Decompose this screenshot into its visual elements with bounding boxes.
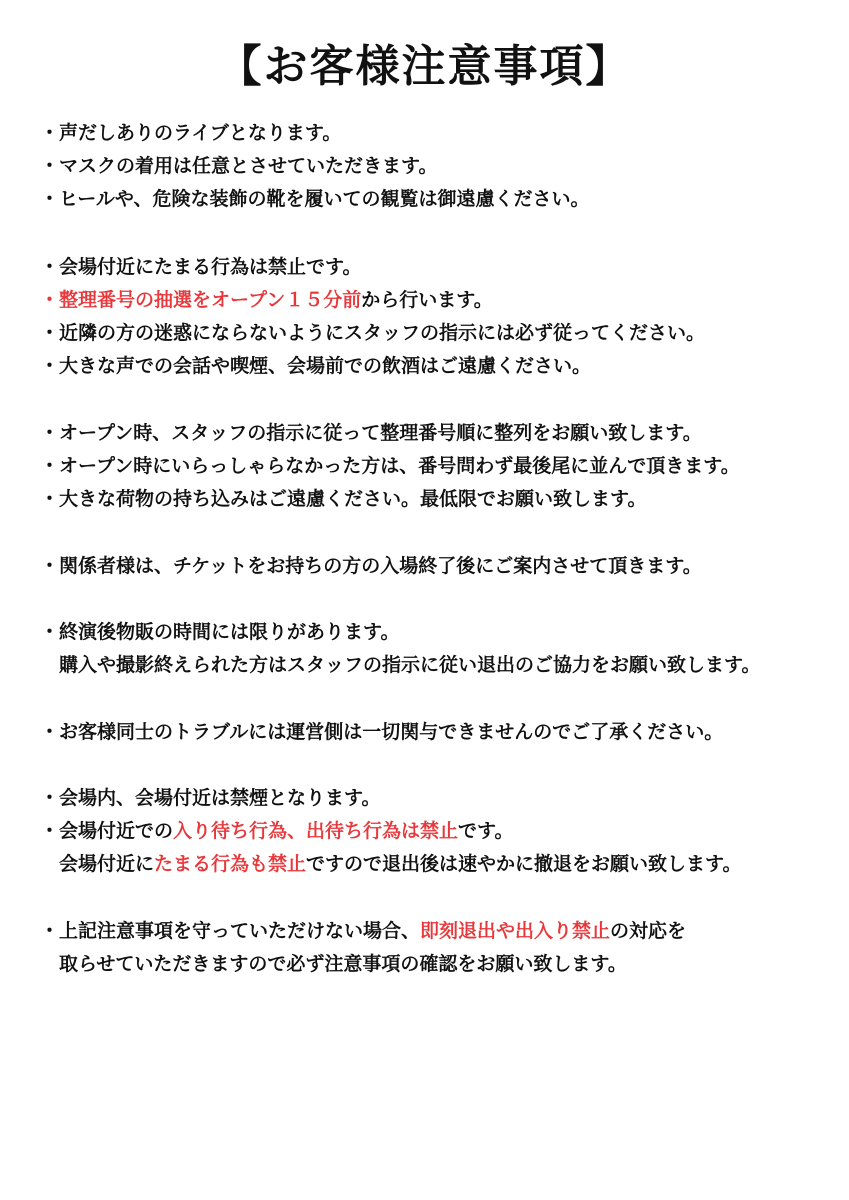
notice-line [40,454,740,478]
notice-line [40,786,380,810]
notice-text: ・終演後物販の時間には限りがあります。 [40,621,400,643]
notice-line [40,952,627,976]
notice-line [40,121,341,145]
notice-line [40,154,437,178]
notice-text: ・関係者様は、チケットをお持ちの方の入場終了後にご案内させて頂きます。 [40,555,702,577]
notice-text: 会場付近に [40,853,155,875]
notice-text: 購入や撮影終えられた方はスタッフの指示に従い退出のご協力をお願い致します。 [40,654,761,676]
notice-line [40,354,591,378]
notice-highlight: 入り待ち行為、出待ち行為は禁止 [173,820,459,842]
notice-text: の対応を [610,920,687,942]
notice-text: ・近隣の方の迷惑にならないようにスタッフの指示には必ず従ってください。 [40,322,706,344]
notice-text: ・マスクの着用は任意とさせていただきます。 [40,155,438,177]
notice-line [40,421,702,445]
notice-text: ・オープン時にいらっしゃらなかった方は、番号問わず最後尾に並んで頂きます。 [40,455,740,477]
notice-highlight: たまる行為も禁止 [154,853,307,875]
notice-line [40,919,686,943]
page-title: 【お客様注意事項】 [217,41,632,92]
notice-text: ・会場付近での [40,820,174,842]
notice-line [40,620,399,644]
notice-text: ・ヒールや、危険な装飾の靴を履いての観覧は御遠慮ください。 [40,188,590,210]
notice-line [40,819,514,843]
notice-line [40,255,361,279]
notice-line [40,487,646,511]
notice-highlight: 即刻退出や出入り禁止 [420,920,611,942]
notice-line [40,653,760,677]
notice-text: 取らせていただきますので必ず注意事項の確認をお願い致します。 [40,953,627,975]
notice-line [40,720,723,744]
notice-text: ですので退出後は速やかに撤退をお願い致します。 [306,853,742,875]
notice-highlight: ・整理番号の抽選をオープン１５分前 [40,289,362,311]
notice-text: から行います。 [361,289,493,311]
notice-line [40,321,705,345]
notice-text: ・会場内、会場付近は禁煙となります。 [40,787,381,809]
notice-text: ・大きな声での会話や喫煙、会場前での飲酒はご遠慮ください。 [40,355,592,377]
notice-text: ・会場付近にたまる行為は禁止です。 [40,256,362,278]
notice-text: です。 [458,820,514,842]
notice-line [40,852,742,876]
notice-line [40,187,589,211]
notice-line [40,288,493,312]
notice-line [40,554,702,578]
notice-text: ・声だしありのライブとなります。 [40,122,342,144]
notice-text: ・オープン時、スタッフの指示に従って整理番号順に整列をお願い致します。 [40,422,702,444]
notice-text: ・大きな荷物の持ち込みはご遠慮ください。最低限でお願い致します。 [40,488,647,510]
notice-text: ・お客様同士のトラブルには運営側は一切関与できませんのでご了承ください。 [40,721,724,743]
notice-text: ・上記注意事項を守っていただけない場合、 [40,920,421,942]
